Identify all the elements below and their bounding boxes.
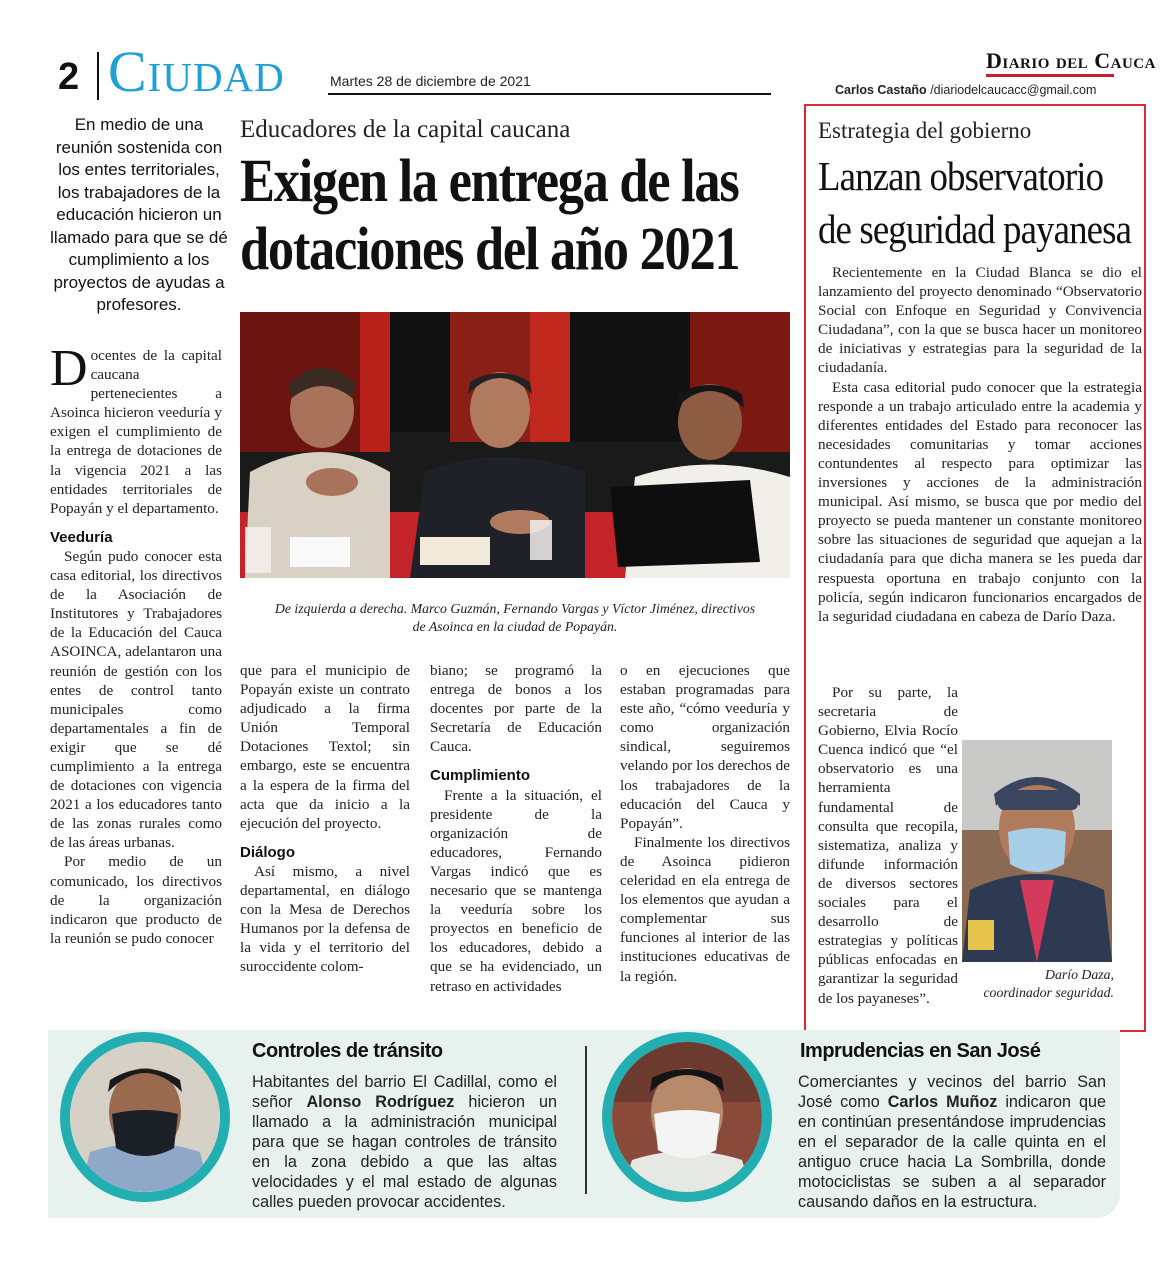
portrait-illustration (612, 1042, 762, 1192)
page-number: 2 (58, 56, 80, 98)
brief-text-part: Comerciantes y vecinos del barrio San José como (798, 1073, 1106, 1111)
lead-text: ocentes de la capital caucana pertenecientes a Asoinca hicieron veeduría y exigen el cumplimiento de la entrega de dotaciones de la vigencia 2021 a las entidades territoriales de Popayán y el departamento. (50, 347, 222, 517)
paragraph: Recientemente en la Ciudad Blanca se dio el lanzamiento del proyecto denominado “Observatorio Social con Enfoque en Seguridad y Convivencia Ciudadana”, con la que se busca hacer un monitoreo de iniciativas y estrategias para la seguridad de la ciudadanía. (818, 264, 1142, 377)
paragraph: o en ejecuciones que estaban programadas para este año, “cómo veeduría y como organización sindical, seguiremos velando por los derechos de los trabajadores de la educación del Cauca y Popayán”. (620, 662, 790, 832)
brief-portrait-carlos-munoz (602, 1032, 772, 1202)
brief-text (252, 1072, 557, 1212)
photo-caption (240, 600, 790, 636)
brief-text-part: hicieron un llamado a la administración municipal para que se hagan controles de tránsito en la zona debido a que las altas velocidades y el mal estado de algunas calles pueden provocar accidentes. (252, 1093, 557, 1211)
article-kicker: Educadores de la capital caucana (240, 116, 571, 143)
headline-line: Exigen la entrega de las (240, 148, 739, 215)
issue-date: Martes 28 de diciembre de 2021 (330, 73, 531, 89)
boxed-article-headline (818, 150, 1132, 256)
article-column-1 (50, 340, 222, 948)
brief-text-part: indicaron que en continúan presentándose imprudencias en el separador de la calle quinta en el antiguo cruce hacia La Sombrilla, donde motociclistas se suben a al separador causando daños en la estructura. (798, 1093, 1106, 1211)
portrait-illustration (962, 740, 1112, 962)
brief-text-part: Habitantes del barrio El Cadillal, como el señor (252, 1073, 557, 1111)
article-column-2 (240, 661, 410, 977)
brief-title: Controles de tránsito (252, 1040, 443, 1062)
paragraph: Así mismo, a nivel departamental, en diálogo con la Mesa de Derechos Humanos por la defensa de la vida y el territorio del suroccidente colom- (240, 862, 410, 976)
paragraph: Finalmente los directivos de Asoinca pidieron celeridad en ela entrega de los elementos que ayudan a complementar sus funciones al interior de las instituciones educativas de la región. (620, 833, 790, 985)
caption-line: De izquierda a derecha. Marco Guzmán, Fernando Vargas y Víctor Jiménez, directivos (274, 601, 756, 616)
paragraph: Según pudo conocer esta casa editorial, los directivos de la Asociación de Institutores y Trabajadores de la Educación del Cauca ASOINCA, adelantaron una reunión de gestión con los entes de control tanto municipales como departamentales a fin de exigir que se dé cumplimiento a la entrega de dotaciones con vigencia 2021 a los educadores tanto de las zonas rurales como de las áreas urbanas. (50, 547, 222, 852)
drop-cap: D (50, 340, 88, 397)
author-name: Carlos Castaño (835, 83, 927, 97)
article-column-3 (430, 661, 602, 996)
subhead-dialogo: Diálogo (240, 843, 295, 861)
portrait-illustration (70, 1042, 220, 1192)
section-title: Ciudad (108, 39, 285, 104)
brief-portrait-alonso-rodriguez (60, 1032, 230, 1202)
paragraph: Esta casa editorial pudo conocer que la estrategia responde a un trabajo articulado entre la academia y diferentes entidades del Estado para reconocer las necesidades comunitarias y tomar acciones contundentes al respecto para optimizar las inversiones y acciones de la administración municipal. Así mismo, se busca que por medio del proyecto se pueda mantener un constante monitoreo sobre las situaciones de seguridad que aquejan a la ciudadanía para que dicha manera se les pueda dar respuesta oportuna en trabajo conjunto con la policía, según indicaron funcionarios encargados de la seguridad ciudadana en cabeza de Darío Daza. (818, 378, 1142, 625)
caption-line: coordinador seguridad. (983, 985, 1114, 1000)
header-divider (97, 52, 99, 100)
article-column-4 (620, 661, 790, 986)
briefs-divider (585, 1046, 587, 1194)
brief-person-name: Carlos Muñoz (887, 1093, 998, 1111)
pull-quote: En medio de una reunión sostenida con los entes territoriales, los trabajadores de la educación hicieron un llamado para que se dé cumplimiento a los proyectos de ayudas a profesores. (50, 115, 228, 314)
boxed-article-kicker: Estrategia del gobierno (818, 118, 1032, 143)
byline (835, 83, 1096, 97)
boxed-article-body (818, 263, 1142, 626)
brief-text (798, 1072, 1106, 1212)
brief-title: Imprudencias en San José (800, 1040, 1041, 1062)
headline-line: de seguridad payanesa (818, 206, 1132, 252)
header-rule (328, 93, 771, 95)
subhead-cumplimiento: Cumplimiento (430, 767, 530, 785)
caption-line: de Asoinca en la ciudad de Popayán. (412, 619, 618, 634)
headline-line: dotaciones del año 2021 (240, 216, 740, 283)
meeting-photo-illustration (240, 312, 790, 578)
caption-line: Darío Daza, (1045, 967, 1114, 982)
headline-line: Lanzan observatorio (818, 153, 1104, 199)
portrait-caption (958, 966, 1114, 1002)
author-contact: /diariodelcaucacc@gmail.com (930, 83, 1097, 97)
paragraph: Por medio de un comunicado, los directivos de la organización indicaron que producto de la reunión se pudo conocer (50, 853, 222, 947)
paragraph: que para el municipio de Popayán existe un contrato adjudicado a la firma Unión Temporal Dotaciones Textol; sin embargo, este se encuentra a la espera de la firma del acta que da inicio a la ejecución del proyecto. (240, 662, 410, 832)
masthead-logo: Diario del Cauca (986, 48, 1156, 73)
lead-paragraph (50, 340, 222, 518)
paragraph: biano; se programó la entrega de bonos a los docentes por parte de la Secretaría de Educación Cauca. (430, 662, 602, 756)
article-photo (240, 312, 790, 578)
subhead-veeduria: Veeduría (50, 528, 113, 546)
paragraph: Frente a la situación, el presidente de la organización de educadores, Fernando Vargas indicó que es necesario que se mantenga la veeduría sobre los proyectos en beneficio de los educadores, debido a que se ha evidenciado, un retraso en actividades (430, 786, 602, 995)
paragraph-text: Por su parte, la secretaria de Gobierno, Elvia Rocío Cuenca indicó que “el observatorio es una herramienta fundamental de consulta que recopila, sistematiza, analiza y difunde información de diversos sectores sociales para el desarrollo de estrategias y políticas públicas enfocadas en garantizar la seguridad de los payaneses”. (818, 684, 958, 1007)
article-headline (240, 148, 740, 284)
masthead-underline (986, 74, 1114, 77)
portrait-photo-dario-daza (962, 740, 1112, 962)
brief-person-name: Alonso Rodríguez (306, 1093, 455, 1111)
